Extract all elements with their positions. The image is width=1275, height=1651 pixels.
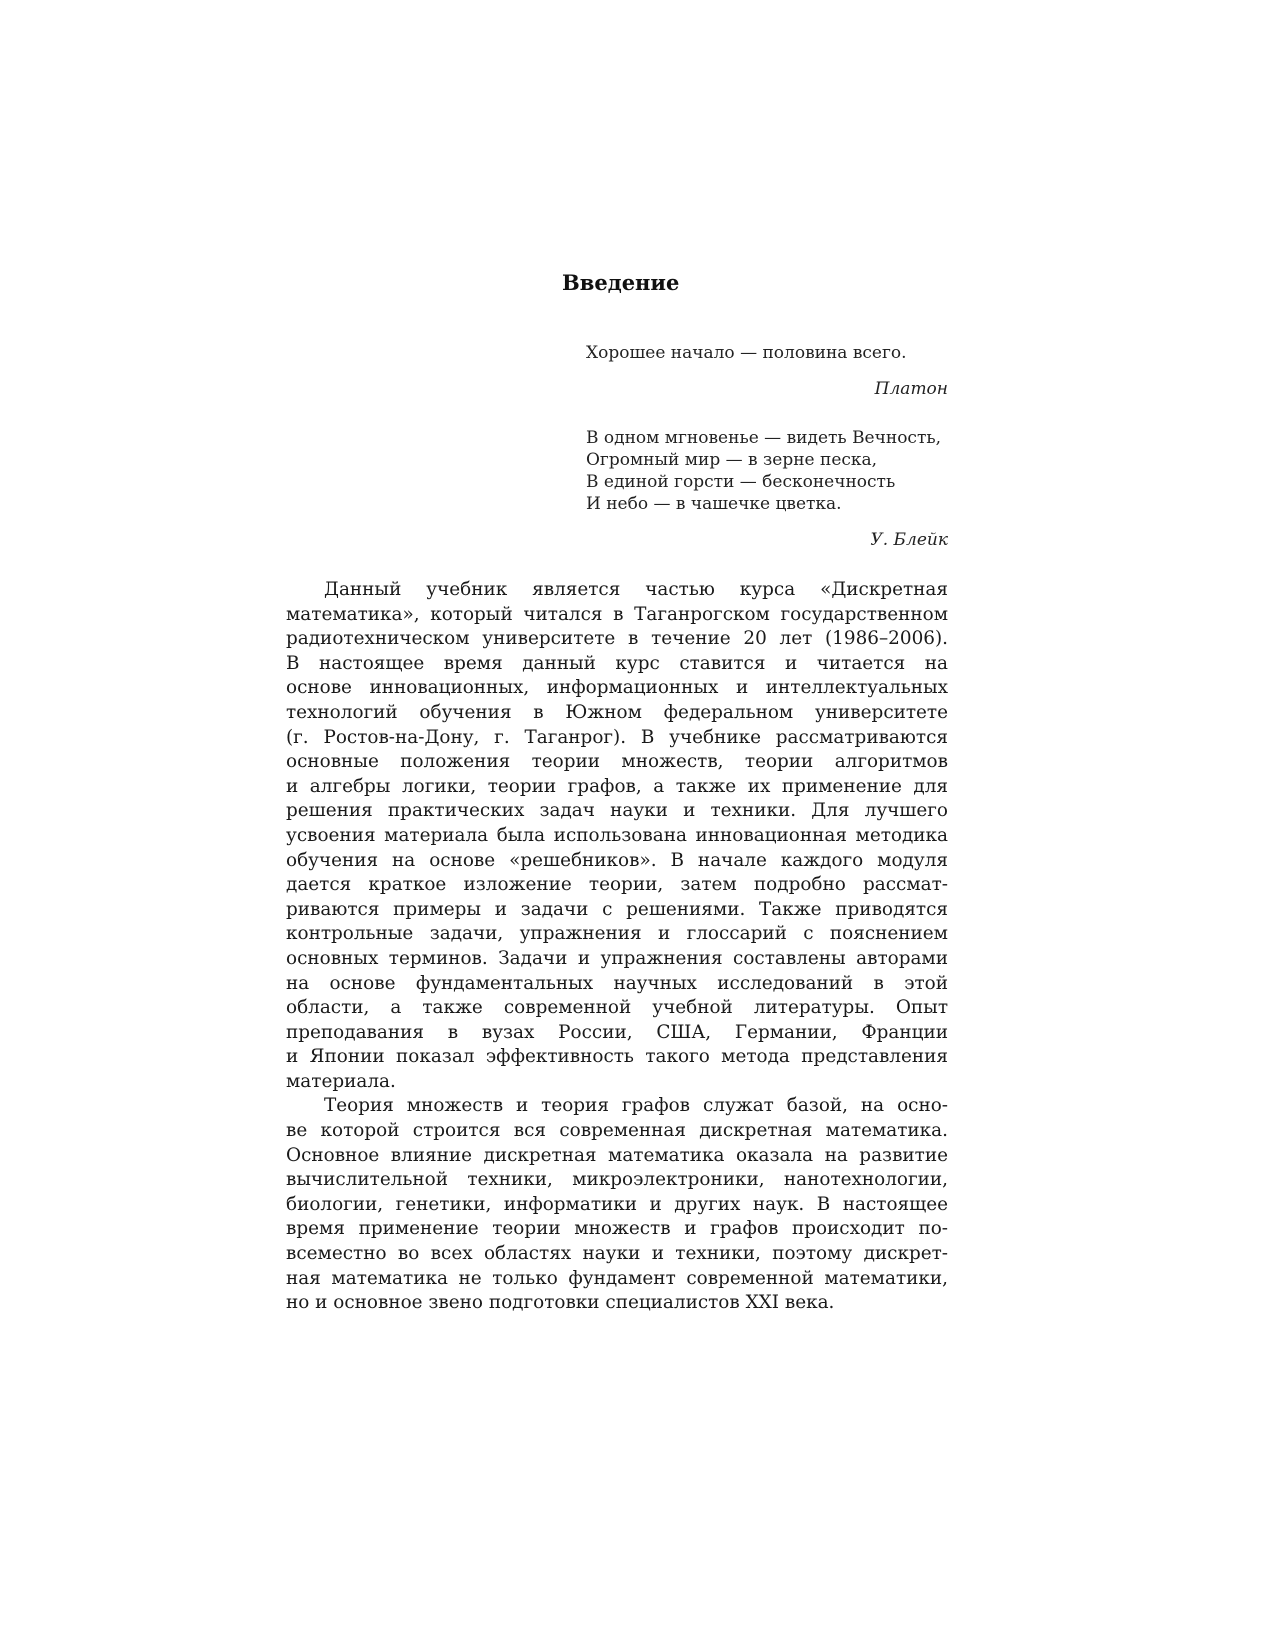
text-line: и алгебры логики, теории графов, а также их применение для — [286, 775, 948, 797]
epigraph-line: И небо — в чашечке цветка. — [586, 494, 842, 514]
text-line: радиотехническом университете в течение 20 лет (1986–2006). — [286, 628, 948, 650]
text-line: всеместно во всех областях науки и техники, поэтому дискрет- — [286, 1243, 948, 1265]
chapter-title: Введение — [562, 270, 680, 295]
epigraph-line: В одном мгновенье — видеть Вечность, — [586, 428, 942, 448]
text-line: основные положения теории множеств, теории алгоритмов — [286, 751, 948, 773]
text-line: время применение теории множеств и графов происходит по- — [286, 1218, 948, 1240]
paragraph-2 — [286, 1094, 948, 1315]
text-line: области, а также современной учебной литературы. Опыт — [286, 997, 948, 1019]
text-line: технологий обучения в Южном федеральном университете — [286, 701, 948, 723]
epigraph-author: Платон — [874, 379, 948, 399]
text-line: В настоящее время данный курс ставится и читается на — [286, 652, 948, 674]
text-line: Основное влияние дискретная математика оказала на развитие — [286, 1144, 948, 1166]
body-text — [286, 578, 948, 1316]
text-line: Данный учебник является частью курса «Дискретная — [324, 579, 948, 600]
text-line: контрольные задачи, упражнения и глоссарий с пояснением — [286, 923, 948, 945]
epigraph-blake — [586, 427, 948, 551]
epigraph-author: У. Блейк — [870, 530, 948, 550]
text-line: риваются примеры и задачи с решениями. Также приводятся — [286, 898, 948, 920]
text-line: Теория множеств и теория графов служат базой, на осно- — [324, 1095, 948, 1117]
text-line: на основе фундаментальных научных исследований в этой — [286, 972, 948, 994]
paragraph-1 — [286, 578, 948, 1094]
text-line: обучения на основе «решебников». В начале каждого модуля — [286, 849, 948, 871]
text-line: преподавания в вузах России, США, Германии, Франции — [286, 1021, 948, 1043]
text-line: решения практических задач науки и техники. Для лучшего — [286, 800, 948, 822]
text-line: ная математика не только фундамент современной математики, — [286, 1267, 948, 1289]
text-line: ве которой строится вся современная дискретная математика. — [286, 1120, 948, 1142]
text-line: и Японии показал эффективность такого метода представления — [286, 1046, 948, 1068]
text-line: но и основное звено подготовки специалистов XXI века. — [286, 1292, 835, 1314]
text-line: усвоения материала была использована инновационная методика — [286, 824, 948, 846]
epigraph-plato — [586, 342, 948, 400]
text-line: вычислительной техники, микроэлектроники, нанотехнологии, — [286, 1169, 948, 1191]
text-line: основных терминов. Задачи и упражнения составлены авторами — [286, 947, 948, 969]
text-line: (г. Ростов-на-Дону, г. Таганрог). В учебнике рассматриваются — [286, 726, 948, 748]
text-line: основе инновационных, информационных и интеллектуальных — [286, 677, 948, 699]
epigraph-line: Огромный мир — в зерне песка, — [586, 450, 878, 470]
text-line: материала. — [286, 1070, 396, 1092]
epigraph-line: В единой горсти — бесконечность — [586, 472, 896, 492]
text-line: математика», который читался в Таганрогском государственном — [286, 603, 948, 625]
text-line: биологии, генетики, информатики и других наук. В настоящее — [286, 1193, 948, 1215]
epigraph-line: Хорошее начало — половина всего. — [586, 343, 907, 363]
text-line: дается краткое изложение теории, затем подробно рассмат- — [286, 874, 948, 896]
